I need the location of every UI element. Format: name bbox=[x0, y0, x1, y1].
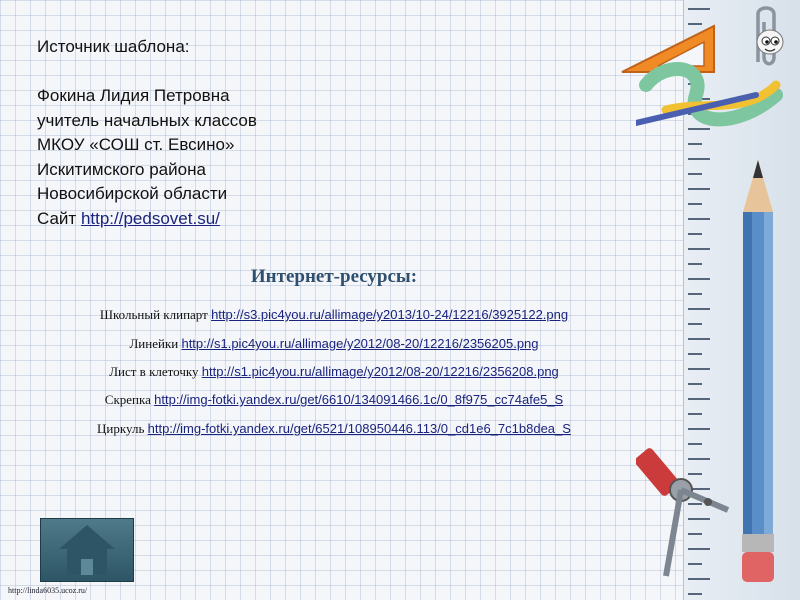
resource-item bbox=[0, 336, 668, 352]
district-name: Искитимского района bbox=[37, 159, 206, 179]
resource-label: Линейки bbox=[129, 336, 179, 351]
site-link[interactable]: http://pedsovet.su/ bbox=[80, 208, 220, 228]
ruler-tick bbox=[688, 308, 710, 310]
ruler-tick bbox=[688, 143, 702, 145]
school-name: МКОУ «СОШ ст. Евсино» bbox=[37, 135, 235, 154]
resource-item bbox=[0, 364, 668, 380]
resource-item bbox=[0, 392, 668, 408]
ruler-tick bbox=[688, 263, 702, 265]
site-line bbox=[37, 207, 257, 232]
home-button[interactable] bbox=[40, 518, 134, 582]
ruler-tick bbox=[688, 398, 710, 400]
ruler-tick bbox=[688, 413, 702, 415]
ruler-tick bbox=[688, 188, 710, 190]
ruler-tick bbox=[688, 368, 710, 370]
site-label: Сайт bbox=[37, 208, 77, 228]
resource-link[interactable]: http://s1.pic4you.ru/allimage/y2012/08-20/12216/2356208.png bbox=[201, 364, 559, 379]
resource-item bbox=[0, 421, 668, 437]
ruler-tick bbox=[688, 173, 702, 175]
source-heading: Источник шаблона: bbox=[37, 37, 190, 56]
ruler-tick bbox=[688, 593, 702, 595]
resource-link[interactable]: http://img-fotki.yandex.ru/get/6521/108950446.113/0_cd1e6_7c1b8dea_S bbox=[147, 421, 571, 436]
resource-label: Скрепка bbox=[104, 392, 151, 407]
resource-item bbox=[0, 307, 668, 323]
ruler-tick bbox=[688, 218, 710, 220]
resource-label: Лист в клеточку bbox=[109, 364, 199, 379]
ruler-tick bbox=[688, 203, 702, 205]
ruler-tick bbox=[688, 383, 702, 385]
ruler-tick bbox=[688, 353, 702, 355]
resource-link[interactable]: http://s3.pic4you.ru/allimage/y2013/10-24/12216/3925122.png bbox=[211, 307, 569, 322]
ruler-tick bbox=[688, 428, 710, 430]
home-icon bbox=[41, 519, 133, 581]
template-source bbox=[37, 35, 257, 231]
ruler-tick bbox=[688, 323, 702, 325]
ruler-tick bbox=[688, 248, 710, 250]
ruler-tick bbox=[688, 278, 710, 280]
footer-link[interactable]: http://linda6035.ucoz.ru/ bbox=[8, 586, 88, 595]
resource-link[interactable]: http://img-fotki.yandex.ru/get/6610/134091466.1c/0_8f975_cc74afe5_S bbox=[154, 392, 564, 407]
author-name: Фокина Лидия Петровна bbox=[37, 86, 230, 105]
region-name: Новосибирской области bbox=[37, 184, 228, 203]
author-position: учитель начальных классов bbox=[37, 110, 257, 130]
ruler-tick bbox=[688, 233, 702, 235]
resource-link[interactable]: http://s1.pic4you.ru/allimage/y2012/08-20/12216/2356205.png bbox=[181, 336, 539, 351]
compass-icon bbox=[636, 440, 736, 580]
ruler-tick bbox=[688, 158, 710, 160]
ruler-tick bbox=[688, 8, 710, 10]
resources-title: Интернет-ресурсы: bbox=[250, 266, 418, 287]
paperclip-icon bbox=[742, 2, 790, 76]
ruler-tick bbox=[688, 338, 710, 340]
ruler-tick bbox=[688, 293, 702, 295]
resource-label: Школьный клипарт bbox=[99, 307, 208, 322]
resource-label: Циркуль bbox=[97, 421, 145, 436]
pencil-icon bbox=[738, 160, 778, 590]
